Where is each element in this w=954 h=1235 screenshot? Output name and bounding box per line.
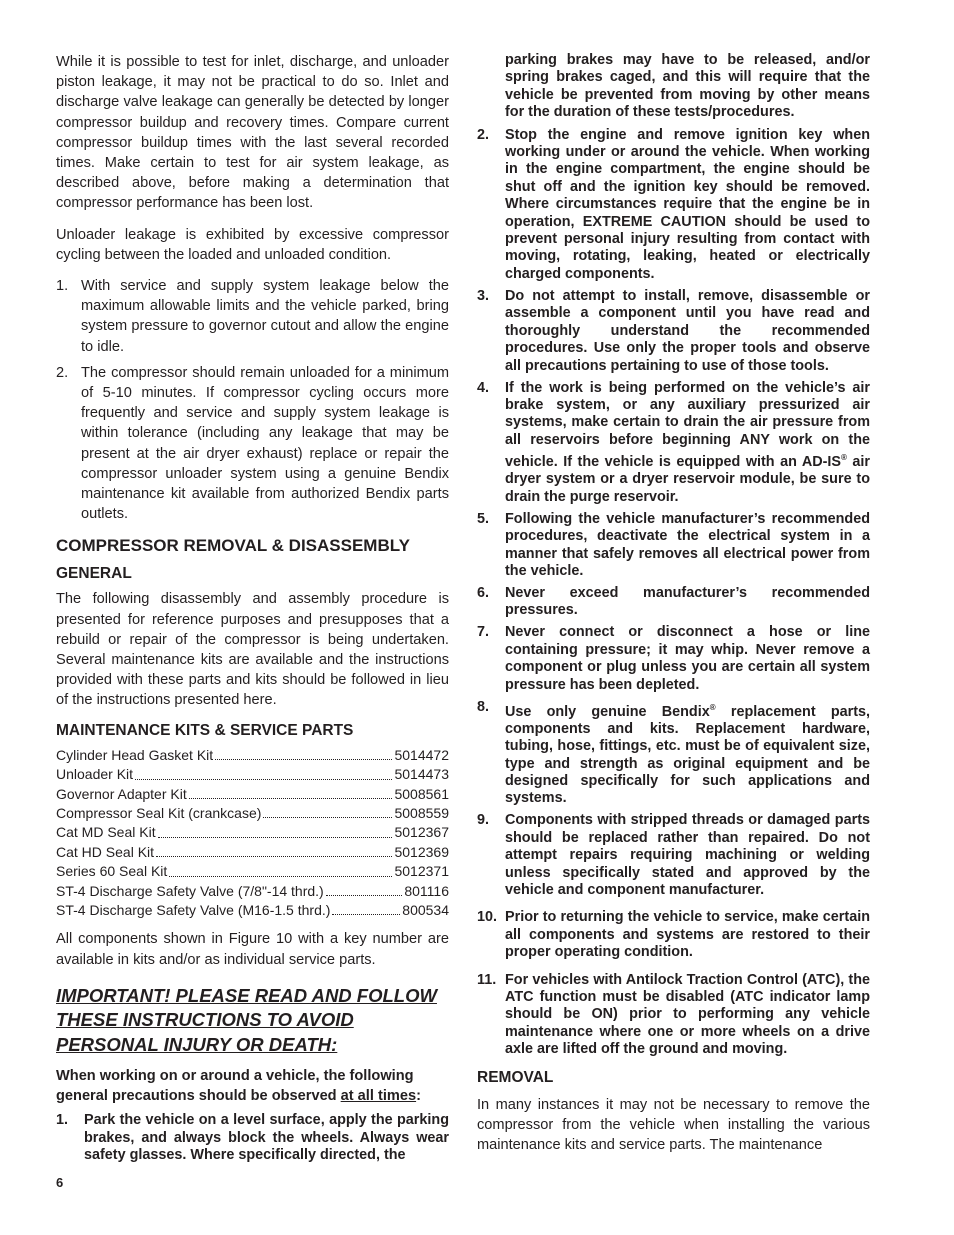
kit-row: Compressor Seal Kit (crankcase) 5008559 bbox=[56, 804, 449, 821]
list-item: 7. Never connect or disconnect a hose or line containing pressure; it may whip. Never remove a component or plug unless you are certain all system pressure has been depleted. bbox=[477, 624, 870, 693]
list-item: 8. Use only genuine Bendix® replacement parts, components and kits. Replacement hardware, tubing, hose, fittings, etc. must be of equivalent size, type and strength as original equipment and be designed specifically for such applications and systems. bbox=[477, 698, 871, 807]
general-paragraph: The following disassembly and assembly procedure is presented for reference purposes and presupposes that a rebuild or repair of the compressor is being undertaken. Several maintenance kits are available and the instructions provided with these parts and kits should be followed in lieu of the instructions presented here. bbox=[56, 591, 449, 709]
precaution-intro: When working on or around a vehicle, the following general precautions should be observed at all times: bbox=[56, 1068, 421, 1105]
list-item: 2. Stop the engine and remove ignition key when working under or around the vehicle. When working in the engine compartment, the engine should be shut off and the ignition key should be removed. Where circumstances require that the engine be in operation, EXTREME CAUTION should be used to prevent personal injury resulting from contact with moving, rotating, leaking, heated or electrically charged components. bbox=[477, 126, 870, 282]
subheading-general: GENERAL bbox=[56, 565, 132, 583]
list-item: 4. If the work is being performed on the vehicle’s air brake system, or any auxiliary pressurized air systems, make certain to drain the air pressure from all reservoirs before beginning ANY work on the vehicle. If the vehicle is equipped with an AD-IS® air dryer system or a dryer reservoir module, be sure to drain the purge reservoir. bbox=[477, 379, 870, 505]
list-item: 6. Never exceed manufacturer’s recommended pressures. bbox=[477, 584, 870, 619]
list-item: 2. The compressor should remain unloaded for a minimum of 5-10 minutes. If compressor cycling occurs more frequently and service and supply system leakage is within tolerance (including any leakage that may be present at the air dryer exhaust) replace or repair the compressor unloader system using a genuine Bendix maintenance kit available from authorized Bendix parts outlets. bbox=[56, 364, 449, 523]
kit-row: ST-4 Discharge Safety Valve (M16-1.5 thrd.) 800534 bbox=[56, 901, 449, 918]
precautions-list-left bbox=[56, 1112, 449, 1164]
kit-row: ST-4 Discharge Safety Valve (7/8"-14 thrd.) 801116 bbox=[56, 882, 449, 899]
removal-paragraph: In many instances it may not be necessary to remove the compressor from the vehicle when installing the various maintenance kits and service parts. The maintenance bbox=[477, 1096, 870, 1154]
list-item: 1. With service and supply system leakage below the maximum allowable limits and the vehicle parked, bring system pressure to governor cutout and allow the engine to idle. bbox=[56, 278, 449, 355]
precautions-list-right bbox=[477, 127, 870, 1059]
intro-paragraph-2: Unloader leakage is exhibited by excessive compressor cycling between the loaded and unloaded condition. bbox=[56, 226, 449, 263]
page-number: 6 bbox=[56, 1175, 64, 1190]
kit-row: Governor Adapter Kit 5008561 bbox=[56, 785, 449, 802]
kits-note: All components shown in Figure 10 with a key number are available in kits and/or as individual service parts. bbox=[56, 931, 449, 968]
list-item: 5. Following the vehicle manufacturer’s recommended procedures, deactivate the electrical system in a manner that safely removes all electrical power from the vehicle. bbox=[477, 510, 870, 579]
list-item: 9. Components with stripped threads or damaged parts should be replaced rather than repaired. Do not attempt repairs requiring machining or welding unless specifically stated and approved by the vehicle and component manufacturer. bbox=[477, 812, 870, 899]
list-item: 11. For vehicles with Antilock Traction Control (ATC), the ATC function must be disabled (ATC indicator lamp should be ON) prior to performing any vehicle maintenance where one or more wheels on a drive axle are lifted off the ground and moving. bbox=[477, 971, 870, 1058]
precaution-1-continued: parking brakes may have to be released, and/or spring brakes caged, and this will require that the vehicle be prevented from moving by other means for the duration of these tests/procedures. bbox=[505, 52, 870, 121]
kit-row: Series 60 Seal Kit 5012371 bbox=[56, 863, 449, 880]
list-item: 3. Do not attempt to install, remove, disassemble or assemble a component until you have read and thoroughly understand the recommended procedures. Use only the proper tools and observe all precautions pertaining to use of those tools. bbox=[477, 287, 870, 374]
left-column bbox=[56, 52, 449, 1168]
kit-row: Unloader Kit 5014473 bbox=[56, 766, 449, 783]
right-column bbox=[477, 52, 870, 1155]
kit-row: Cat MD Seal Kit 5012367 bbox=[56, 824, 449, 841]
unloader-test-steps bbox=[56, 276, 449, 524]
kit-row: Cylinder Head Gasket Kit 5014472 bbox=[56, 746, 449, 763]
subheading-removal: REMOVAL bbox=[477, 1068, 554, 1086]
intro-paragraph-1: While it is possible to test for inlet, discharge, and unloader piston leakage, it may not be practical to do so. Inlet and discharge valve leakage can generally be detected by longer compressor buildup and recovery times. Compare current compressor buildup times with the last several recorded times. Make certain to test for air system leakage, as described above, before making a determination that compressor performance has been lost. bbox=[56, 54, 449, 212]
subheading-maintenance-kits: MAINTENANCE KITS & SERVICE PARTS bbox=[56, 721, 354, 739]
kits-list bbox=[56, 746, 449, 921]
list-item: 10. Prior to returning the vehicle to service, make certain all components and systems are restored to their proper operating condition. bbox=[477, 909, 870, 961]
important-warning: IMPORTANT! PLEASE READ AND FOLLOW THESE INSTRUCTIONS TO AVOID PERSONAL INJURY OR DEATH: bbox=[56, 984, 437, 1055]
section-heading-removal-disassembly: COMPRESSOR REMOVAL & DISASSEMBLY bbox=[56, 536, 410, 556]
kit-row: Cat HD Seal Kit 5012369 bbox=[56, 843, 449, 860]
list-item: 1. Park the vehicle on a level surface, apply the parking brakes, and always block the wheels. Always wear safety glasses. Where specifically directed, the bbox=[56, 1112, 449, 1164]
